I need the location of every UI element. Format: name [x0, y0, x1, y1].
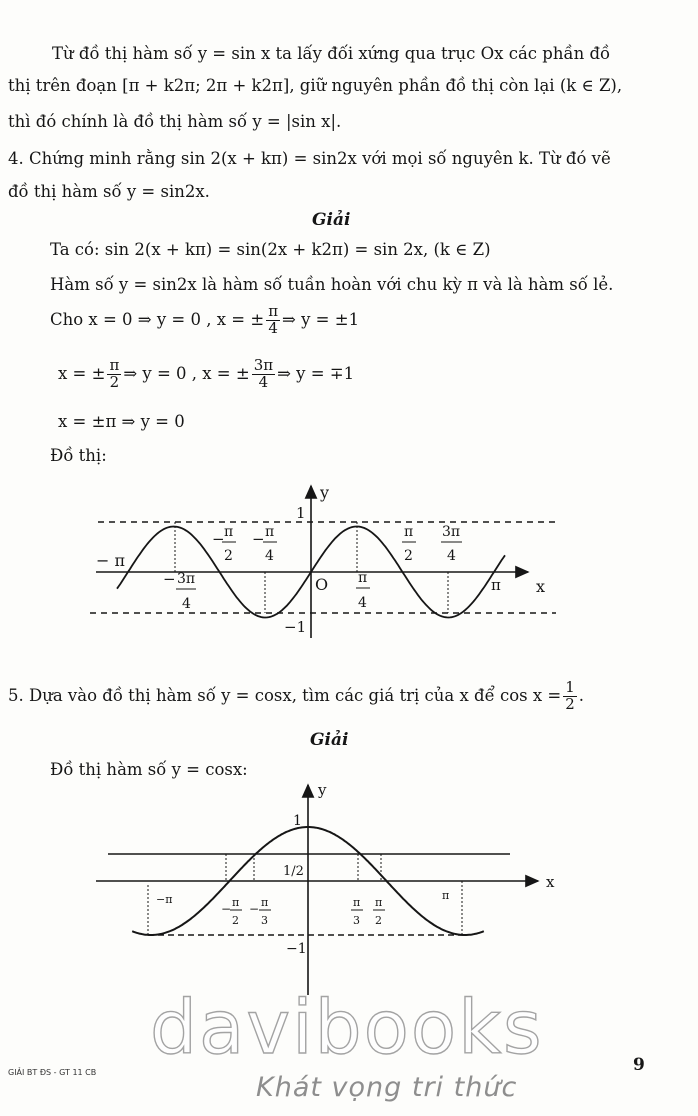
sin2x-3pi4-num: 3π [442, 524, 461, 540]
l2-part3: ⇒ y = ∓1 [277, 363, 355, 383]
sin2x-neg-pi2-den: 2 [224, 548, 233, 564]
sin2x-y-label: y [320, 483, 330, 502]
intro-line-1: Từ đồ thị hàm số y = sin x ta lấy đối xứng qua trục Ox các phần đồ [52, 44, 611, 63]
sin2x-neg-3pi4-num: 3π [177, 571, 196, 587]
exercise5-frac-den: 2 [565, 694, 575, 713]
sin2x-origin: O [315, 575, 329, 594]
l2-part1: x = ± [58, 363, 106, 383]
exercise4-graph-label: Đồ thị: [50, 446, 107, 465]
cho-fraction [266, 304, 280, 337]
cosx-neg-pi3-num: π [261, 896, 269, 909]
exercise5-frac-num: 1 [565, 678, 575, 696]
cho-frac-num: π [268, 302, 279, 320]
page-number: 9 [633, 1055, 645, 1075]
exercise4-ta-co: Ta có: sin 2(x + kπ) = sin(2x + k2π) = sin 2x, (k ∈ Z) [50, 240, 491, 259]
l2-fraction-2 [252, 358, 275, 391]
sin2x-pi4-den: 4 [358, 595, 367, 611]
footer-book-code: GIẢI BT ĐS - GT 11 CB [8, 1068, 97, 1077]
exercise4-line-2 [58, 358, 354, 391]
cosx-neg-pi2-sign: − [221, 902, 232, 916]
exercise5-fraction [563, 680, 577, 713]
sin2x-pi4-num: π [358, 570, 368, 586]
cosx-x-label: x [546, 873, 555, 891]
sin2x-neg-pi2-sign: − [212, 530, 225, 548]
exercise4-tuan-hoan: Hàm số y = sin2x là hàm số tuần hoàn với chu kỳ π và là hàm số lẻ. [50, 275, 614, 294]
cosx-tick-1: 1 [293, 813, 302, 829]
cosx-neg-pi2-num: π [232, 896, 240, 909]
watermark-slogan: Khát vọng tri thức [256, 1072, 518, 1103]
exercise5-question-text: 5. Dựa vào đồ thị hàm số y = cosx, tìm các giá trị của x để cos x = [8, 685, 562, 705]
sin2x-neg-3pi4-den: 4 [182, 596, 191, 612]
exercise5-question [8, 680, 584, 713]
sin2x-neg-pi4-num: π [265, 524, 275, 540]
cosx-label-pi: π [442, 889, 450, 902]
sin2x-tick-1: 1 [296, 504, 306, 522]
watermark-brand: davibooks [150, 985, 544, 1071]
cosx-neg-pi3-den: 3 [261, 914, 268, 927]
graph-cosx [0, 775, 698, 1000]
l2-frac1-den: 2 [109, 372, 120, 391]
cho-frac-den: 4 [268, 318, 278, 337]
sin2x-3pi4-den: 4 [447, 548, 456, 564]
sin2x-neg-pi4-den: 4 [265, 548, 274, 564]
exercise4-question-line-1: 4. Chứng minh rằng sin 2(x + kπ) = sin2x với mọi số nguyên k. Từ đó vẽ [8, 149, 611, 168]
exercise4-cho-line [50, 304, 359, 337]
l2-frac2-den: 4 [258, 372, 269, 391]
cosx-pi3-den: 3 [353, 914, 360, 927]
sin2x-tick-neg1: −1 [284, 618, 307, 636]
cosx-pi3-num: π [353, 896, 361, 909]
exercise5-question-end: . [578, 685, 585, 705]
sin2x-pi2-num: π [404, 524, 414, 540]
sin2x-neg-pi4-sign: − [252, 530, 265, 548]
sin2x-pi2-den: 2 [404, 548, 413, 564]
cosx-half-label: 1/2 [283, 864, 304, 879]
l2-frac2-num: 3π [253, 356, 274, 374]
exercise5-solution-title: Giải [310, 730, 349, 750]
sin2x-neg-3pi4-sign: − [163, 570, 176, 588]
sin2x-neg-pi2-num: π [224, 524, 234, 540]
cosx-label-neg-pi: −π [156, 893, 173, 906]
intro-line-3: thì đó chính là đồ thị hàm số y = |sin x|. [8, 112, 342, 131]
l2-part2: ⇒ y = 0 , x = ± [123, 363, 250, 383]
exercise4-solution-title: Giải [312, 210, 351, 230]
cosx-pi2-num: π [375, 896, 383, 909]
intro-line-2: thị trên đoạn [π + k2π; 2π + k2π], giữ nguyên phần đồ thị còn lại (k ∈ Z), [8, 76, 623, 95]
sin2x-label-neg-pi: − π [96, 551, 126, 570]
cosx-tick-neg1: −1 [286, 941, 307, 957]
graph-sin2x [0, 470, 698, 650]
exercise5-graph-label: Đồ thị hàm số y = cosx: [50, 760, 248, 779]
cosx-neg-pi2-den: 2 [232, 914, 239, 927]
cho-part1: Cho x = 0 ⇒ y = 0 , x = ± [50, 309, 265, 329]
sin2x-label-pi: π [491, 576, 501, 594]
l2-fraction-1 [107, 358, 121, 391]
cosx-y-label: y [318, 781, 327, 799]
cosx-neg-pi3-sign: − [249, 902, 260, 916]
sin2x-x-label: x [536, 577, 546, 596]
l2-frac1-num: π [109, 356, 120, 374]
cho-part2: ⇒ y = ±1 [282, 309, 360, 329]
exercise4-x-pi: x = ±π ⇒ y = 0 [58, 412, 185, 431]
exercise4-question-line-2: đồ thị hàm số y = sin2x. [8, 182, 210, 201]
cosx-pi2-den: 2 [375, 914, 382, 927]
